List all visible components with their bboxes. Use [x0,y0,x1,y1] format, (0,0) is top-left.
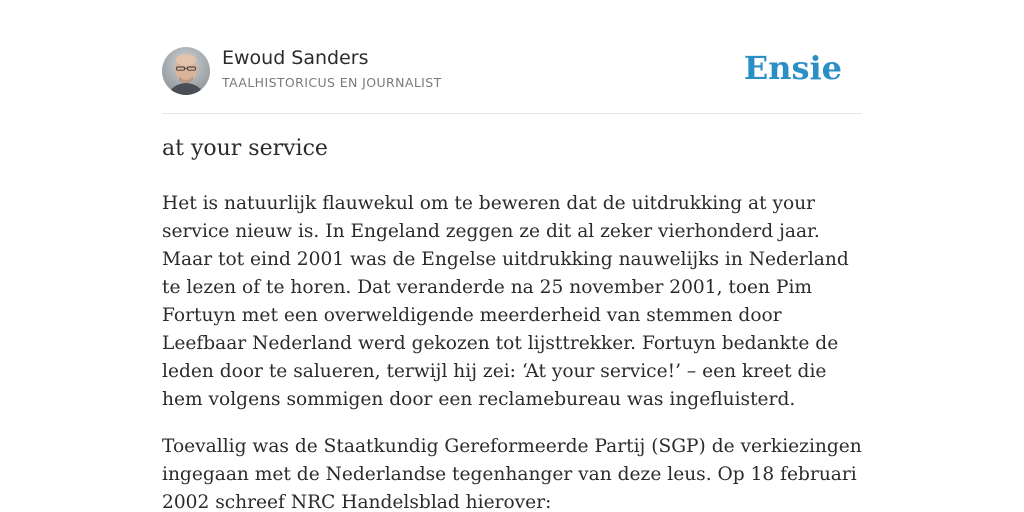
article-title: at your service [162,136,328,161]
author-header [162,46,862,96]
author-avatar[interactable] [162,47,210,95]
article-paragraph: Toevallig was de Staatkundig Gereformeerde Partij (SGP) de verkiezingen ingegaan met de Nederlandse tegenhanger van deze leus. Op 18 februari 2002 schreef NRC Handelsblad hierover: [162,436,862,512]
avatar-portrait [162,47,210,95]
author-name[interactable]: Ewoud Sanders [222,47,369,69]
author-role: TAALHISTORICUS EN JOURNALIST [222,75,442,90]
ensie-logo[interactable]: Ensie [743,49,842,87]
header-divider [162,113,862,114]
article-body [162,190,862,512]
article-paragraph: Het is natuurlijk flauwekul om te beweren dat de uitdrukking at your service nieuw is. In Engeland zeggen ze dit al zeker vierhonderd jaar. Maar tot eind 2001 was de Engelse uitdrukking nauwelijks in Nederland te lezen of te horen. Dat veranderde na 25 november 2001, toen Pim Fortuyn met een overweldigende meerderheid van stemmen door Leefbaar Nederland werd gekozen tot lijsttrekker. Fortuyn bedankte de leden door te salueren, terwijl hij zei: ‘At your service!’ – een kreet die hem volgens sommigen door een reclamebureau was ingefluisterd. [162,193,849,410]
